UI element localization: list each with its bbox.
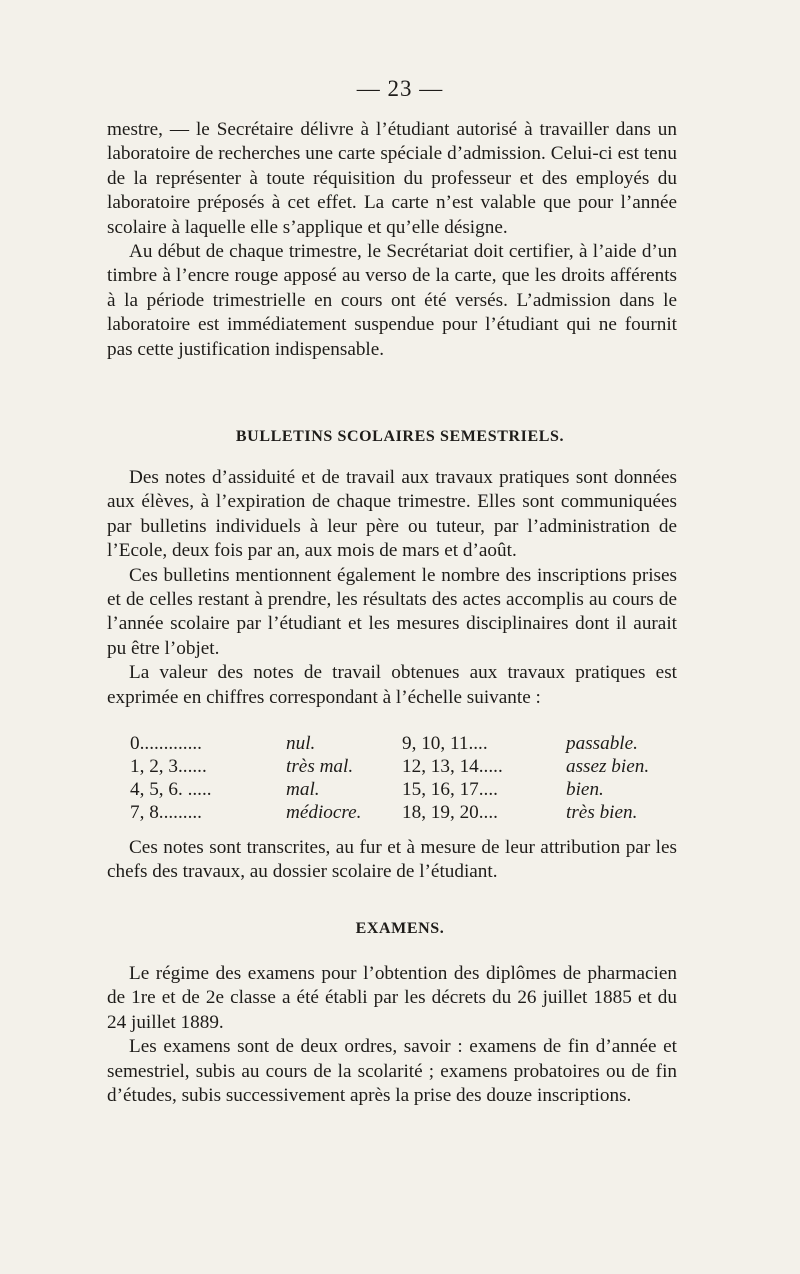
grade-label: très mal.	[286, 756, 354, 777]
bulletins-closing	[107, 836, 677, 885]
grade-numbers: 4, 5, 6. .....	[130, 779, 212, 800]
paragraph: Des notes d’assiduité et de travail aux travaux pratiques sont données aux élèves, à l’expiration de chaque trimestre. Elles sont communiquées par bulletins individuels à leur père ou tuteur, par l’administration de l’Ecole, deux fois par an, aux mois de mars et d’août.	[107, 467, 677, 562]
grade-numbers: 9, 10, 11....	[402, 733, 488, 754]
grade-numbers: 12, 13, 14.....	[402, 756, 503, 777]
grade-numbers: 18, 19, 20....	[402, 802, 498, 823]
grade-row	[130, 733, 650, 756]
grade-label: mal.	[286, 779, 320, 800]
grade-numbers: 7, 8.........	[130, 802, 202, 823]
paragraph: La valeur des notes de travail obtenues aux travaux pratiques est exprimée en chiffres correspondant à l’échelle suivante :	[107, 662, 677, 708]
grade-numbers: 15, 16, 17....	[402, 779, 498, 800]
grade-numbers: 0.............	[130, 733, 202, 754]
bulletins-text	[107, 466, 677, 710]
paragraph: Le régime des examens pour l’obtention des diplômes de pharmacien de 1re et de 2e classe a été établi par les décrets du 26 juillet 1885 et du 24 juillet 1889.	[107, 963, 677, 1033]
grade-row	[130, 802, 650, 825]
grade-label: médiocre.	[286, 802, 362, 823]
examens-text	[107, 962, 677, 1108]
grade-label: passable.	[566, 733, 638, 754]
grade-numbers: 1, 2, 3......	[130, 756, 207, 777]
grade-label: assez bien.	[566, 756, 650, 777]
grade-row	[130, 756, 650, 779]
grade-label: très bien.	[566, 802, 638, 823]
paragraph: Les examens sont de deux ordres, savoir : examens de fin d’année et semestriel, subis au cours de la scolarité ; examens probatoires ou de fin d’études, subis successivement après la prise des douze inscriptions.	[107, 1036, 677, 1107]
section-heading-bulletins: BULLETINS SCOLAIRES SEMESTRIELS.	[235, 428, 565, 445]
paragraph: Ces notes sont transcrites, au fur et à mesure de leur attribution par les chefs des travaux, au dossier scolaire de l’étudiant.	[107, 837, 677, 883]
grade-label: nul.	[286, 733, 316, 754]
intro-text	[107, 118, 677, 362]
grade-scale-table	[130, 733, 650, 825]
page-number: — 23 —	[356, 76, 444, 101]
grade-row	[130, 779, 650, 802]
paragraph: Au début de chaque trimestre, le Secrétariat doit certifier, à l’aide d’un timbre à l’encre rouge apposé au verso de la carte, que les droits afférents à la période trimestrielle en cours ont été versés. L’admission dans le laboratoire est immédiatement suspendue pour l’étudiant qui ne fournit pas cette justification indispensable.	[107, 241, 677, 360]
section-heading-examens: EXAMENS.	[355, 920, 445, 937]
grade-label: bien.	[566, 779, 604, 800]
paragraph: mestre, — le Secrétaire délivre à l’étudiant autorisé à travailler dans un laboratoire de recherches une carte spéciale d’admission. Celui-ci est tenu de la représenter à toute réquisition du professeur et des employés du laboratoire préposés à cet effet. La carte n’est valable que pour l’année scolaire à laquelle elle s’applique et qu’elle désigne.	[107, 119, 677, 238]
paragraph: Ces bulletins mentionnent également le nombre des inscriptions prises et de celles restant à prendre, les résultats des actes accomplis au cours de l’année scolaire par l’étudiant et les mesures disciplinaires dont il aurait pu être l’objet.	[107, 564, 677, 659]
